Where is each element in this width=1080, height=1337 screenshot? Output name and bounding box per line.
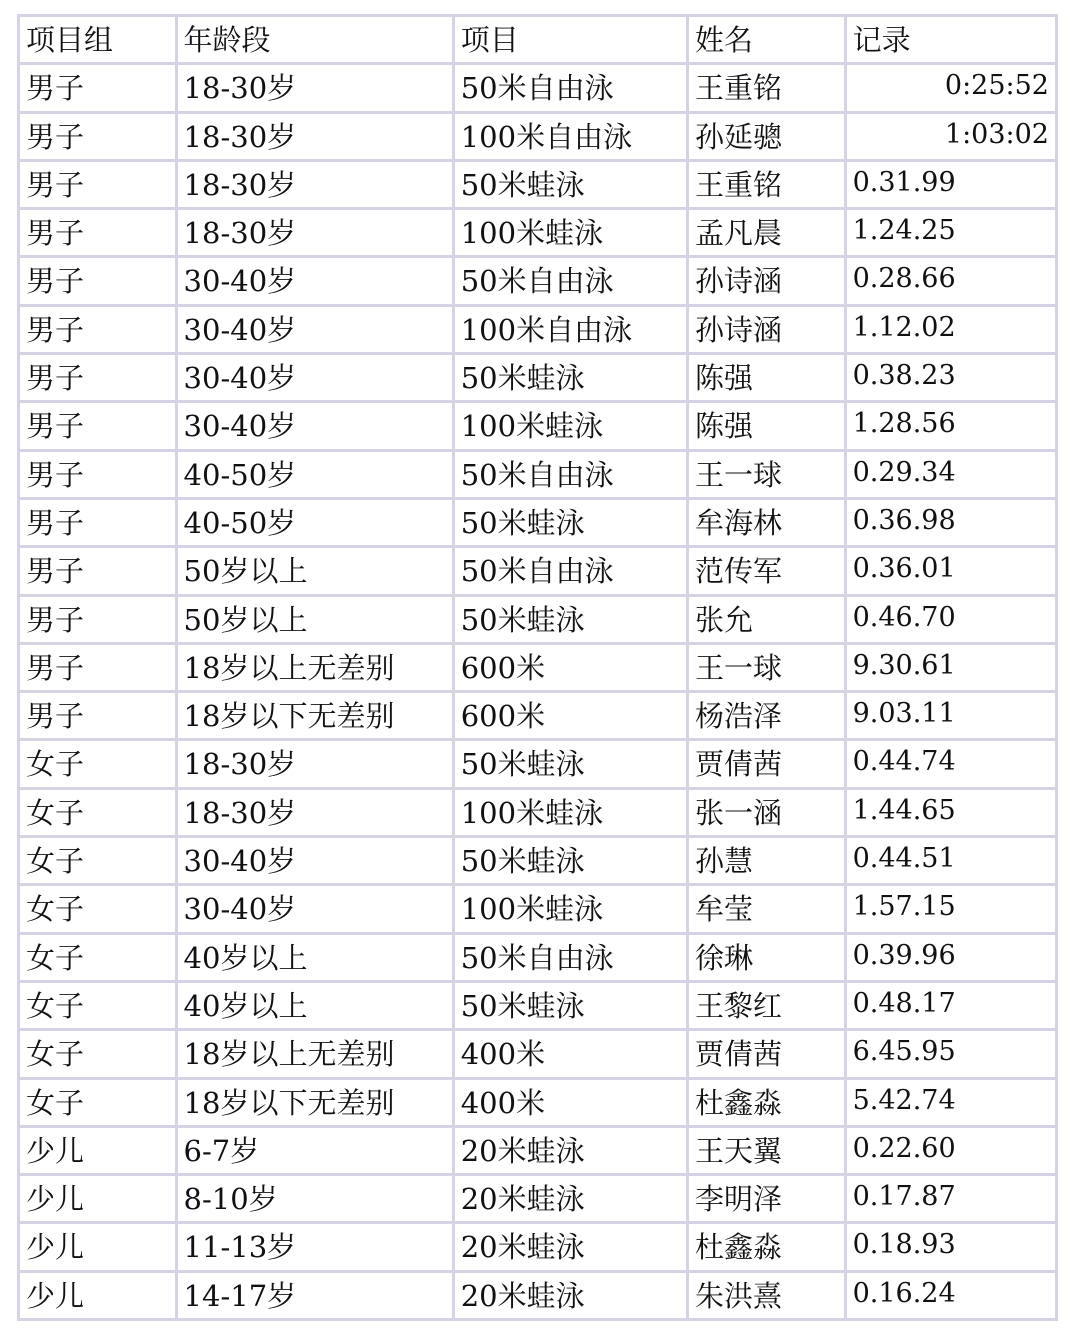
cell-event: 100米自由泳: [455, 307, 689, 355]
cell-name: 王一球: [689, 452, 847, 500]
cell-name: 范传军: [689, 548, 847, 596]
cell-name: 王黎红: [689, 983, 847, 1031]
cell-name: 贾倩茜: [689, 741, 847, 789]
cell-age: 6-7岁: [178, 1128, 455, 1176]
cell-record: 1.28.56: [847, 403, 1058, 451]
cell-name: 王重铭: [689, 65, 847, 113]
cell-group: 女子: [20, 1031, 178, 1079]
cell-age: 30-40岁: [178, 355, 455, 403]
cell-name: 贾倩茜: [689, 1031, 847, 1079]
header-group: 项目组: [20, 17, 178, 65]
table-row: [20, 693, 1058, 741]
cell-name: 杜鑫淼: [689, 1224, 847, 1272]
cell-event: 400米: [455, 1031, 689, 1079]
cell-age: 40岁以上: [178, 983, 455, 1031]
cell-name: 孙延骢: [689, 114, 847, 162]
cell-record: 0.44.51: [847, 838, 1058, 886]
cell-group: 男子: [20, 258, 178, 306]
cell-name: 徐琳: [689, 935, 847, 983]
cell-record: 9.03.11: [847, 693, 1058, 741]
cell-record: 1.24.25: [847, 210, 1058, 258]
cell-name: 杜鑫淼: [689, 1080, 847, 1128]
cell-age: 18-30岁: [178, 162, 455, 210]
cell-event: 50米蛙泳: [455, 597, 689, 645]
cell-event: 50米自由泳: [455, 548, 689, 596]
cell-age: 50岁以上: [178, 548, 455, 596]
header-row: [20, 17, 1058, 65]
cell-group: 少儿: [20, 1273, 178, 1321]
cell-event: 50米蛙泳: [455, 838, 689, 886]
cell-age: 14-17岁: [178, 1273, 455, 1321]
cell-record: 0.17.87: [847, 1176, 1058, 1224]
cell-name: 张一涵: [689, 790, 847, 838]
cell-event: 600米: [455, 645, 689, 693]
cell-event: 100米蛙泳: [455, 403, 689, 451]
cell-event: 50米自由泳: [455, 65, 689, 113]
table-row: [20, 741, 1058, 789]
cell-age: 40-50岁: [178, 452, 455, 500]
cell-event: 50米蛙泳: [455, 355, 689, 403]
cell-age: 30-40岁: [178, 886, 455, 934]
cell-age: 30-40岁: [178, 403, 455, 451]
records-table: [17, 14, 1058, 1321]
cell-group: 男子: [20, 645, 178, 693]
cell-name: 杨浩泽: [689, 693, 847, 741]
table-row: [20, 1273, 1058, 1321]
cell-group: 男子: [20, 65, 178, 113]
cell-record: 0.38.23: [847, 355, 1058, 403]
table-row: [20, 162, 1058, 210]
cell-record: 0.48.17: [847, 983, 1058, 1031]
cell-event: 50米自由泳: [455, 935, 689, 983]
cell-event: 20米蛙泳: [455, 1273, 689, 1321]
cell-group: 男子: [20, 548, 178, 596]
cell-event: 100米蛙泳: [455, 886, 689, 934]
cell-record: 0.18.93: [847, 1224, 1058, 1272]
cell-group: 女子: [20, 741, 178, 789]
cell-event: 50米自由泳: [455, 452, 689, 500]
cell-record: 1:03:02: [847, 114, 1058, 162]
cell-record: 1.57.15: [847, 886, 1058, 934]
cell-age: 18岁以上无差别: [178, 645, 455, 693]
table-body: [20, 65, 1058, 1321]
cell-name: 陈强: [689, 355, 847, 403]
cell-record: 0.28.66: [847, 258, 1058, 306]
table-row: [20, 1128, 1058, 1176]
table-row: [20, 1031, 1058, 1079]
cell-record: 0.36.98: [847, 500, 1058, 548]
cell-name: 李明泽: [689, 1176, 847, 1224]
cell-age: 18-30岁: [178, 210, 455, 258]
cell-age: 18岁以下无差别: [178, 693, 455, 741]
cell-record: 0.22.60: [847, 1128, 1058, 1176]
cell-group: 男子: [20, 307, 178, 355]
cell-name: 孙诗涵: [689, 258, 847, 306]
header-record: 记录: [847, 17, 1058, 65]
table-row: [20, 210, 1058, 258]
cell-group: 男子: [20, 693, 178, 741]
cell-record: 0.29.34: [847, 452, 1058, 500]
cell-name: 王一球: [689, 645, 847, 693]
cell-record: 0.16.24: [847, 1273, 1058, 1321]
table-row: [20, 355, 1058, 403]
table-row: [20, 307, 1058, 355]
cell-name: 朱洪熹: [689, 1273, 847, 1321]
cell-event: 100米自由泳: [455, 114, 689, 162]
table-row: [20, 983, 1058, 1031]
cell-group: 女子: [20, 886, 178, 934]
cell-group: 女子: [20, 1080, 178, 1128]
cell-event: 50米自由泳: [455, 258, 689, 306]
cell-event: 20米蛙泳: [455, 1128, 689, 1176]
cell-group: 女子: [20, 838, 178, 886]
table-row: [20, 790, 1058, 838]
cell-name: 孙诗涵: [689, 307, 847, 355]
table-row: [20, 1176, 1058, 1224]
cell-group: 男子: [20, 210, 178, 258]
table-row: [20, 258, 1058, 306]
cell-record: 6.45.95: [847, 1031, 1058, 1079]
cell-group: 少儿: [20, 1176, 178, 1224]
cell-age: 40岁以上: [178, 935, 455, 983]
cell-group: 男子: [20, 114, 178, 162]
cell-record: 0.31.99: [847, 162, 1058, 210]
cell-name: 孟凡晨: [689, 210, 847, 258]
cell-group: 少儿: [20, 1224, 178, 1272]
table-row: [20, 1224, 1058, 1272]
cell-group: 男子: [20, 597, 178, 645]
cell-name: 王重铭: [689, 162, 847, 210]
cell-event: 20米蛙泳: [455, 1176, 689, 1224]
table-row: [20, 452, 1058, 500]
cell-age: 40-50岁: [178, 500, 455, 548]
cell-record: 0.36.01: [847, 548, 1058, 596]
cell-record: 0.39.96: [847, 935, 1058, 983]
table-row: [20, 645, 1058, 693]
cell-event: 50米蛙泳: [455, 162, 689, 210]
cell-age: 18岁以上无差别: [178, 1031, 455, 1079]
cell-group: 男子: [20, 355, 178, 403]
cell-name: 牟莹: [689, 886, 847, 934]
cell-group: 男子: [20, 403, 178, 451]
cell-record: 5.42.74: [847, 1080, 1058, 1128]
cell-age: 30-40岁: [178, 307, 455, 355]
cell-event: 20米蛙泳: [455, 1224, 689, 1272]
cell-age: 18-30岁: [178, 65, 455, 113]
cell-group: 男子: [20, 452, 178, 500]
cell-group: 女子: [20, 790, 178, 838]
cell-age: 18岁以下无差别: [178, 1080, 455, 1128]
cell-group: 女子: [20, 983, 178, 1031]
cell-age: 11-13岁: [178, 1224, 455, 1272]
cell-group: 男子: [20, 500, 178, 548]
cell-age: 30-40岁: [178, 838, 455, 886]
header-event: 项目: [455, 17, 689, 65]
cell-event: 600米: [455, 693, 689, 741]
cell-event: 100米蛙泳: [455, 210, 689, 258]
cell-age: 30-40岁: [178, 258, 455, 306]
cell-event: 400米: [455, 1080, 689, 1128]
cell-age: 18-30岁: [178, 741, 455, 789]
cell-record: 0.44.74: [847, 741, 1058, 789]
header-name: 姓名: [689, 17, 847, 65]
cell-record: 9.30.61: [847, 645, 1058, 693]
cell-group: 男子: [20, 162, 178, 210]
cell-age: 18-30岁: [178, 114, 455, 162]
cell-name: 牟海林: [689, 500, 847, 548]
table-row: [20, 403, 1058, 451]
cell-record: 0.46.70: [847, 597, 1058, 645]
cell-record: 0:25:52: [847, 65, 1058, 113]
table-row: [20, 935, 1058, 983]
table-row: [20, 886, 1058, 934]
cell-event: 100米蛙泳: [455, 790, 689, 838]
cell-name: 孙慧: [689, 838, 847, 886]
cell-event: 50米蛙泳: [455, 741, 689, 789]
cell-name: 张允: [689, 597, 847, 645]
table-row: [20, 1080, 1058, 1128]
cell-age: 18-30岁: [178, 790, 455, 838]
table-row: [20, 838, 1058, 886]
cell-group: 少儿: [20, 1128, 178, 1176]
cell-group: 女子: [20, 935, 178, 983]
cell-age: 8-10岁: [178, 1176, 455, 1224]
table-row: [20, 500, 1058, 548]
table-row: [20, 65, 1058, 113]
cell-event: 50米蛙泳: [455, 500, 689, 548]
cell-name: 王天翼: [689, 1128, 847, 1176]
cell-event: 50米蛙泳: [455, 983, 689, 1031]
header-age: 年龄段: [178, 17, 455, 65]
cell-record: 1.44.65: [847, 790, 1058, 838]
table-row: [20, 597, 1058, 645]
cell-age: 50岁以上: [178, 597, 455, 645]
table-row: [20, 114, 1058, 162]
cell-name: 陈强: [689, 403, 847, 451]
cell-record: 1.12.02: [847, 307, 1058, 355]
table-row: [20, 548, 1058, 596]
